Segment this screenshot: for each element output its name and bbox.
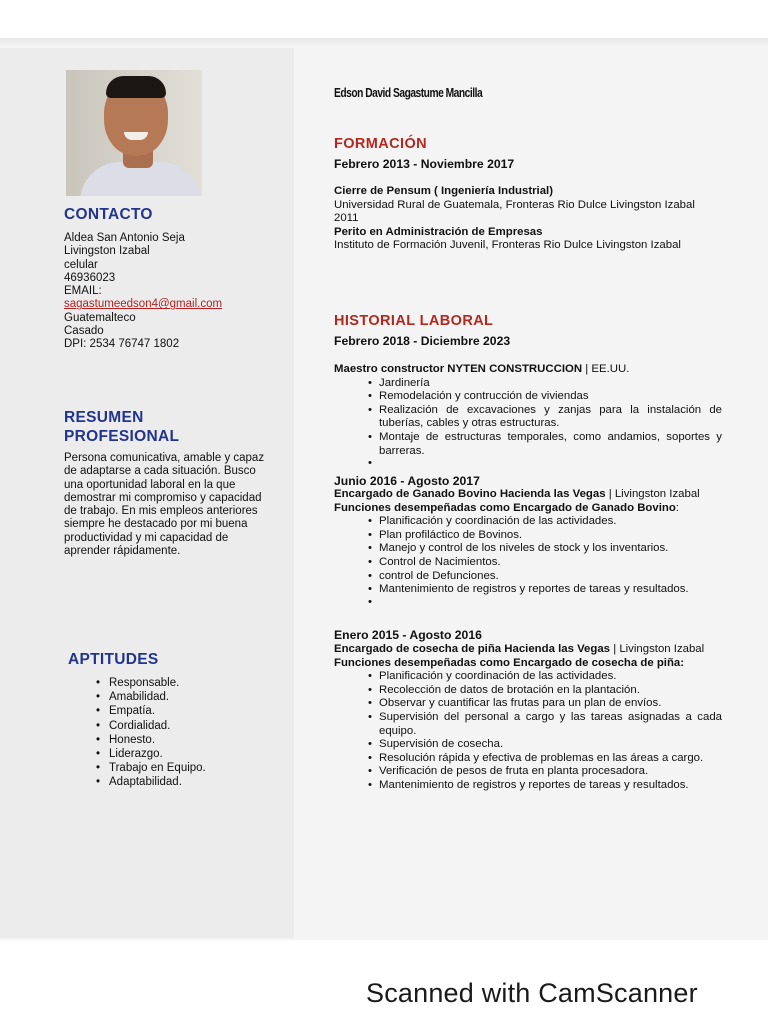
job3-duties: [334, 670, 722, 792]
list-item: • Honesto.: [96, 733, 206, 747]
job3-location: | Livingston Izabal: [610, 643, 705, 655]
job1-block: [334, 363, 722, 469]
list-item: • Adaptabilidad.: [96, 775, 206, 789]
degree2-title: Perito en Administración de Empresas: [334, 225, 543, 238]
list-item: • Verificación de pesos de fruta en planta procesadora.: [334, 765, 722, 779]
resumen-text: Persona comunicativa, amable y capaz de adaptarse a cada situación. Busco una oportunidad laboral en la que demostrar mi compromiso y capacidad de trabajo. En mis empleos anteriores siempre he destacado por mi buena productividad y mi capacidad de aprender rápidamente.: [64, 452, 265, 558]
list-item: • Mantenimiento de registros y reportes de tareas y resultados.: [334, 583, 722, 597]
empty-bullet: [334, 597, 722, 608]
page-top-edge: [0, 38, 768, 46]
list-item: • Responsable.: [96, 676, 206, 690]
list-item: • Empatía.: [96, 704, 206, 718]
list-item: • Realización de excavaciones y zanjas para la instalación de tuberías, cables y otras estructuras.: [334, 404, 722, 431]
job2-block: [334, 488, 722, 608]
candidate-name: Edson David Sagastume Mancilla: [334, 86, 483, 100]
job2-functions-colon: :: [675, 501, 679, 514]
job1-title: Maestro constructor NYTEN CONSTRUCCION: [334, 363, 583, 375]
list-item: • Plan profiláctico de Bovinos.: [334, 529, 722, 543]
formacion-heading: FORMACIÓN: [334, 136, 428, 152]
job2-dates: Junio 2016 - Agosto 2017: [334, 474, 480, 488]
list-item: • Control de Nacimientos.: [334, 556, 722, 570]
job2-functions-label: Funciones desempeñadas como Encargado de Ganado Bovino: [334, 501, 676, 514]
list-item: • Manejo y control de los niveles de stock y los inventarios.: [334, 542, 722, 556]
contact-phone: 46936023: [64, 271, 116, 284]
camscanner-watermark: Scanned with CamScanner: [366, 978, 698, 1008]
empty-bullet: [334, 458, 722, 469]
list-item: • Remodelación y contrucción de viviendas: [334, 390, 722, 404]
resumen-heading: [64, 408, 179, 446]
formacion-block: [334, 185, 722, 253]
degree1-title: Cierre de Pensum ( Ingeniería Industrial): [334, 185, 554, 197]
aptitudes-heading: APTITUDES: [68, 651, 159, 668]
contact-city: Livingston Izabal: [64, 245, 150, 258]
list-item: • Supervisión del personal a cargo y las tareas asignadas a cada equipo.: [334, 711, 722, 738]
list-item: • Amabilidad.: [96, 690, 206, 704]
aptitudes-list: [96, 676, 206, 790]
contact-civil-status: Casado: [64, 325, 104, 338]
list-item: • Liderazgo.: [96, 747, 206, 761]
historial-heading: HISTORIAL LABORAL: [334, 313, 494, 329]
list-item: • Cordialidad.: [96, 719, 206, 733]
job1-duties: [334, 377, 722, 459]
job1-dates: Febrero 2018 - Diciembre 2023: [334, 334, 511, 348]
contact-heading: CONTACTO: [64, 206, 153, 223]
degree1-school: Universidad Rural de Guatemala, Fronteras Rio Dulce Livingston Izabal: [334, 198, 695, 211]
job2-title: Encargado de Ganado Bovino Hacienda las Vegas: [334, 488, 606, 500]
job2-location: | Livingston Izabal: [605, 488, 700, 500]
list-item: • Jardinería: [334, 377, 722, 391]
list-item: • Mantenimiento de registros y reportes de tareas y resultados.: [334, 779, 722, 793]
list-item: • Planificación y coordinación de las actividades.: [334, 670, 722, 684]
contact-nationality: Guatemalteco: [64, 311, 136, 324]
job1-location: | EE.UU.: [582, 363, 630, 375]
list-item: • Supervisión de cosecha.: [334, 738, 722, 752]
list-item: • control de Defunciones.: [334, 570, 722, 584]
list-item: • Resolución rápida y efectiva de problemas en las áreas a cargo.: [334, 752, 722, 766]
formacion-dates: Febrero 2013 - Noviembre 2017: [334, 157, 515, 171]
job3-title: Encargado de cosecha de piña Hacienda las Vegas: [334, 643, 611, 655]
contact-phone-label: celular: [64, 258, 98, 271]
degree2-year: 2011: [334, 212, 359, 225]
contact-info: [64, 232, 222, 352]
job3-functions-label: Funciones desempeñadas como Encargado de cosecha de piña:: [334, 656, 685, 669]
job2-duties: [334, 515, 722, 597]
list-item: • Planificación y coordinación de las actividades.: [334, 515, 722, 529]
list-item: • Montaje de estructuras temporales, como andamios, soportes y barreras.: [334, 431, 722, 458]
job3-block: [334, 643, 722, 793]
job3-dates: Enero 2015 - Agosto 2016: [334, 628, 482, 642]
contact-dpi: DPI: 2534 76747 1802: [64, 338, 180, 351]
resumen-heading-line2: PROFESIONAL: [64, 428, 180, 445]
list-item: • Observar y cuantificar las frutas para un plan de envíos.: [334, 697, 722, 711]
contact-address: Aldea San Antonio Seja: [64, 232, 185, 244]
contact-email-label: EMAIL:: [64, 285, 102, 298]
list-item: • Recolección de datos de brotación en la plantación.: [334, 684, 722, 698]
list-item: • Trabajo en Equipo.: [96, 761, 206, 775]
resumen-heading-line1: RESUMEN: [64, 409, 144, 426]
profile-photo: [66, 70, 202, 196]
contact-email-link[interactable]: sagastumeedson4@gmail.com: [64, 298, 223, 311]
degree2-school: Instituto de Formación Juvenil, Fronteras Rio Dulce Livingston Izabal: [334, 239, 681, 252]
